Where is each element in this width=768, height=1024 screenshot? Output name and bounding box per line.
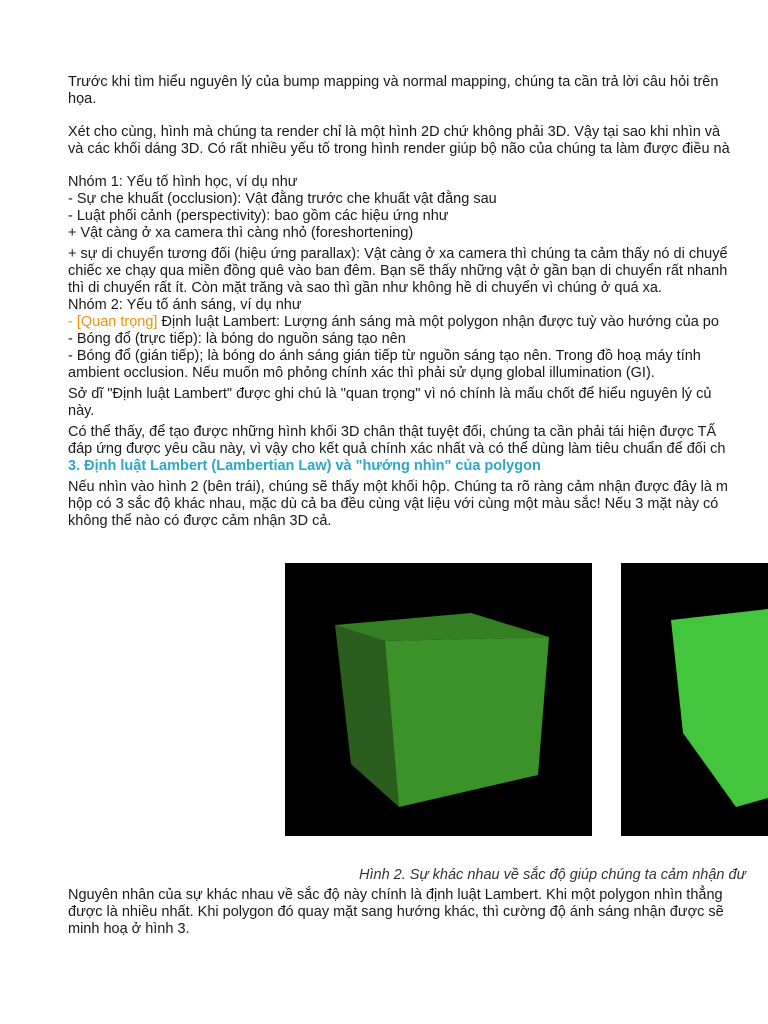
section-heading: 3. Định luật Lambert (Lambertian Law) và "hướng nhìn" của polygon [68, 458, 541, 474]
text-line: hộp có 3 sắc độ khác nhau, mặc dù cả ba đều cùng vật liệu với cùng một màu sắc! Nếu 3 mặt này có [68, 496, 719, 512]
flat-cube-svg [621, 563, 768, 836]
list-item: - Bóng đổ (gián tiếp); là bóng do ánh sáng gián tiếp từ nguồn sáng tạo nên. Trong đồ hoạ máy tính [68, 348, 701, 364]
important-label: - [Quan trọng] [68, 314, 158, 330]
text-line: chiếc xe chạy qua miền đồng quê vào ban đêm. Bạn sẽ thấy những vật ở gần bạn di chuyển rất nhanh [68, 263, 728, 279]
flat-cube-shape [671, 603, 768, 807]
cube-front-face [385, 637, 549, 807]
shaded-cube-image [285, 563, 592, 836]
text-line: Nguyên nhân của sự khác nhau về sắc độ này chính là định luật Lambert. Khi một polygon nhìn thẳng [68, 887, 723, 903]
list-item: - Bóng đổ (trực tiếp): là bóng do nguồn sáng tạo nên [68, 331, 406, 347]
text-line: được là nhiều nhất. Khi polygon đó quay mặt sang hướng khác, thì cường độ ánh sáng nhận được sẽ [68, 904, 724, 920]
group2-title: Nhóm 2: Yếu tố ánh sáng, ví dụ như [68, 297, 302, 313]
text-line: Sở dĩ "Định luật Lambert" được ghi chú là "quan trọng" vì nó chính là mấu chốt để hiểu nguyên lý củ [68, 386, 712, 402]
text-line: không thể nào có được cảm nhận 3D cả. [68, 513, 332, 529]
text-line: thì di chuyển rất ít. Còn mặt trăng và sao thì gần như không hề di chuyển vì chúng ở quá xa. [68, 280, 662, 296]
text-line: Xét cho cùng, hình mà chúng ta render chỉ là một hình 2D chứ không phải 3D. Vậy tại sao khi nhìn và [68, 124, 721, 140]
text-line: ambient occlusion. Nếu muốn mô phỏng chính xác thì phải sử dụng global illumination (GI). [68, 365, 655, 381]
article-body [68, 74, 768, 530]
figure-caption: Hình 2. Sự khác nhau về sắc độ giúp chúng ta cảm nhận đư [359, 867, 746, 883]
text-line: đáp ứng được yêu cầu này, vì vậy cho kết quả chính xác nhất và có thể dùng làm tiêu chuẩn để đối ch [68, 441, 726, 457]
text-line: Trước khi tìm hiểu nguyên lý của bump mapping và normal mapping, chúng ta cần trả lời câu hỏi trên [68, 74, 719, 90]
text-line: + sự di chuyển tương đối (hiệu ứng parallax): Vật càng ở xa camera thì chúng ta cảm thấy nó di chuyể [68, 246, 728, 262]
list-item: - Sự che khuất (occlusion): Vật đằng trước che khuất vật đằng sau [68, 191, 497, 207]
figure-2 [285, 563, 768, 836]
text-line: minh hoạ ở hình 3. [68, 921, 190, 937]
after-figure-text [68, 887, 724, 938]
important-item [68, 314, 768, 331]
flat-cube-image [621, 563, 768, 836]
list-item: - Luật phối cảnh (perspectivity): bao gồm các hiệu ứng như [68, 208, 449, 224]
text-line: và các khối dáng 3D. Có rất nhiều yếu tố trong hình render giúp bộ não của chúng ta làm được điều nà [68, 141, 730, 157]
shaded-cube-svg [285, 563, 592, 836]
list-item: + Vật càng ở xa camera thì càng nhỏ (foreshortening) [68, 225, 414, 241]
group1-title: Nhóm 1: Yếu tố hình học, ví dụ như [68, 174, 298, 190]
text-line: này. [68, 403, 95, 419]
important-text: Định luật Lambert: Lượng ánh sáng mà một polygon nhận được tuỳ vào hướng của po [157, 314, 719, 330]
text-line: Có thể thấy, để tạo được những hình khối 3D chân thật tuyệt đối, chúng ta cần phải tái hiện được TẤ [68, 424, 717, 440]
text-line: họa. [68, 91, 97, 107]
text-line: Nếu nhìn vào hình 2 (bên trái), chúng sẽ thấy một khối hộp. Chúng ta rõ ràng cảm nhận được đây là m [68, 479, 729, 495]
